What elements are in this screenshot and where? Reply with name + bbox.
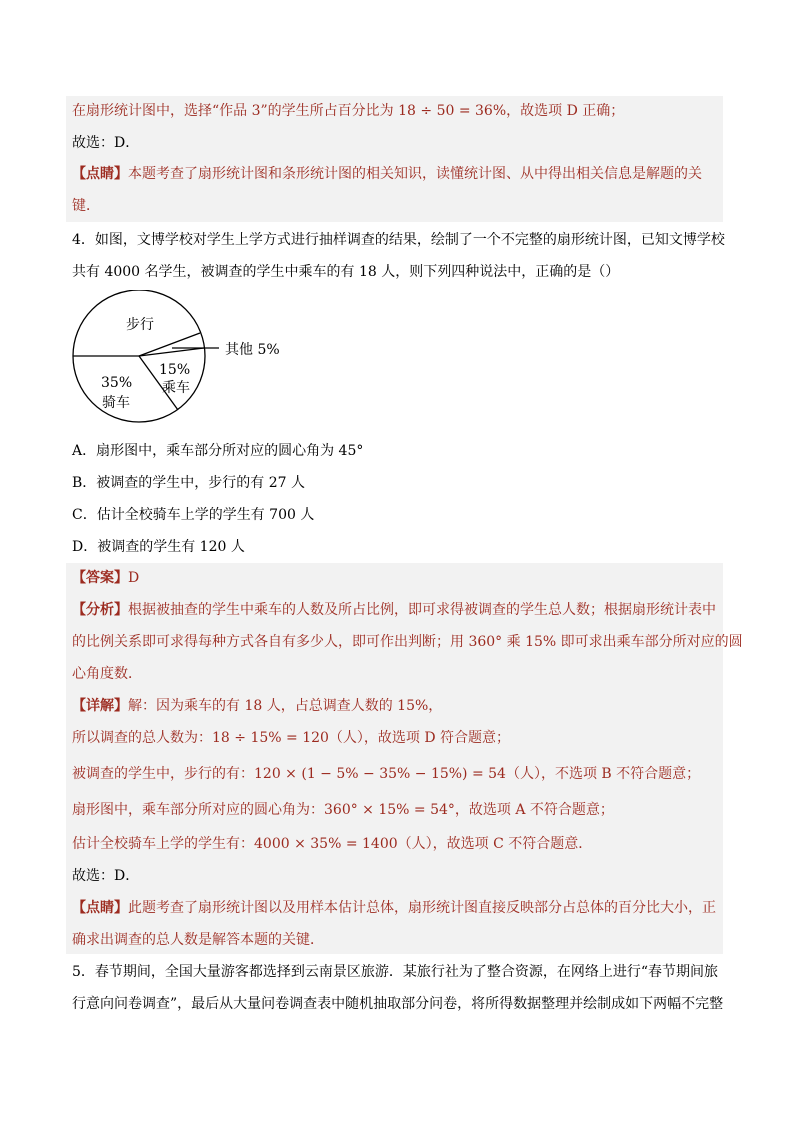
q4-comment-tag: 【点睛】 xyxy=(72,900,128,916)
pie-label-other: 其他 5% xyxy=(225,342,280,358)
q4-comment-text: 此题考查了扇形统计图以及用样本估计总体，扇形统计图直接反映部分占总体的百分比大小，正 xyxy=(128,900,716,916)
prev-comment-line-2: 键． xyxy=(72,198,100,214)
answer-value: D xyxy=(128,570,140,586)
prev-solution-line: 在扇形统计图中，选择“作品 3”的学生所占百分比为 18 ÷ 50 = 36%，故选项 D 正确； xyxy=(72,103,625,119)
pie-label-walk: 步行 xyxy=(126,317,154,333)
analysis-line-2: 的比例关系即可求得每种方式各自有多少人，即可作出判断；用 360° 乘 15% 即可求出乘车部分所对应的圆 xyxy=(72,634,743,650)
pie-label-bus-pct: 15% xyxy=(159,362,191,378)
analysis-text-1: 根据被抽查的学生中乘车的人数及所占比例，即可求得被调查的学生总人数；根据扇形统计表中 xyxy=(128,602,716,618)
q4-stem-line-2: 共有 4000 名学生，被调查的学生中乘车的有 18 人，则下列四种说法中，正确的是（） xyxy=(72,264,620,280)
prev-comment-line-1 xyxy=(72,164,702,184)
prev-choice-line: 故选：D． xyxy=(72,135,140,151)
answer-line xyxy=(72,568,139,588)
q5-line-2: 行意向问卷调查”，最后从大量问卷调查表中随机抽取部分问卷，将所得数据整理并绘制成如下两幅不完整 xyxy=(72,996,724,1012)
pie-label-bike: 骑车 xyxy=(102,395,130,411)
answer-tag: 【答案】 xyxy=(72,570,128,586)
detail-text-1: 解：因为乘车的有 18 人，占总调查人数的 15%， xyxy=(128,698,443,714)
q4-stem-line-1: 4．如图，文博学校对学生上学方式进行抽样调查的结果，绘制了一个不完整的扇形统计图，已知文博学校 xyxy=(72,232,725,248)
pie-label-bus: 乘车 xyxy=(162,380,190,396)
analysis-line-3: 心角度数． xyxy=(72,666,142,682)
analysis-line-1 xyxy=(72,600,716,620)
detail-line-4: 扇形图中，乘车部分所对应的圆心角为：360° × 15% = 54°，故选项 A 不符合题意； xyxy=(72,802,614,818)
pie-chart xyxy=(0,290,794,430)
option-a: A．扇形图中，乘车部分所对应的圆心角为 45° xyxy=(72,443,364,459)
analysis-tag: 【分析】 xyxy=(72,602,128,618)
detail-line-1 xyxy=(72,696,442,716)
option-c: C．估计全校骑车上学的学生有 700 人 xyxy=(72,507,315,523)
q5-line-1: 5．春节期间，全国大量游客都选择到云南景区旅游．某旅行社为了整合资源，在网络上进行“春节期间旅 xyxy=(72,964,719,980)
q4-comment-line-1 xyxy=(72,898,716,918)
detail-line-6: 故选：D． xyxy=(72,868,140,884)
q4-comment-line-2: 确求出调查的总人数是解答本题的关键． xyxy=(72,932,324,948)
detail-tag: 【详解】 xyxy=(72,698,128,714)
option-b: B．被调查的学生中，步行的有 27 人 xyxy=(72,475,306,491)
option-d: D．被调查的学生有 120 人 xyxy=(72,539,245,555)
detail-line-3: 被调查的学生中，步行的有：120 × (1 − 5% − 35% − 15%) = 54（人），不选项 B 不符合题意； xyxy=(72,766,701,782)
pie-label-bike-pct: 35% xyxy=(101,375,133,391)
detail-line-5: 估计全校骑车上学的学生有：4000 × 35% = 1400（人），故选项 C 不符合题意． xyxy=(72,836,593,852)
detail-line-2: 所以调查的总人数为：18 ÷ 15% = 120（人），故选项 D 符合题意； xyxy=(72,730,511,746)
comment-text: 本题考查了扇形统计图和条形统计图的相关知识，读懂统计图、从中得出相关信息是解题的关 xyxy=(128,166,702,182)
comment-tag: 【点睛】 xyxy=(72,166,128,182)
solution-background-2 xyxy=(66,563,723,954)
